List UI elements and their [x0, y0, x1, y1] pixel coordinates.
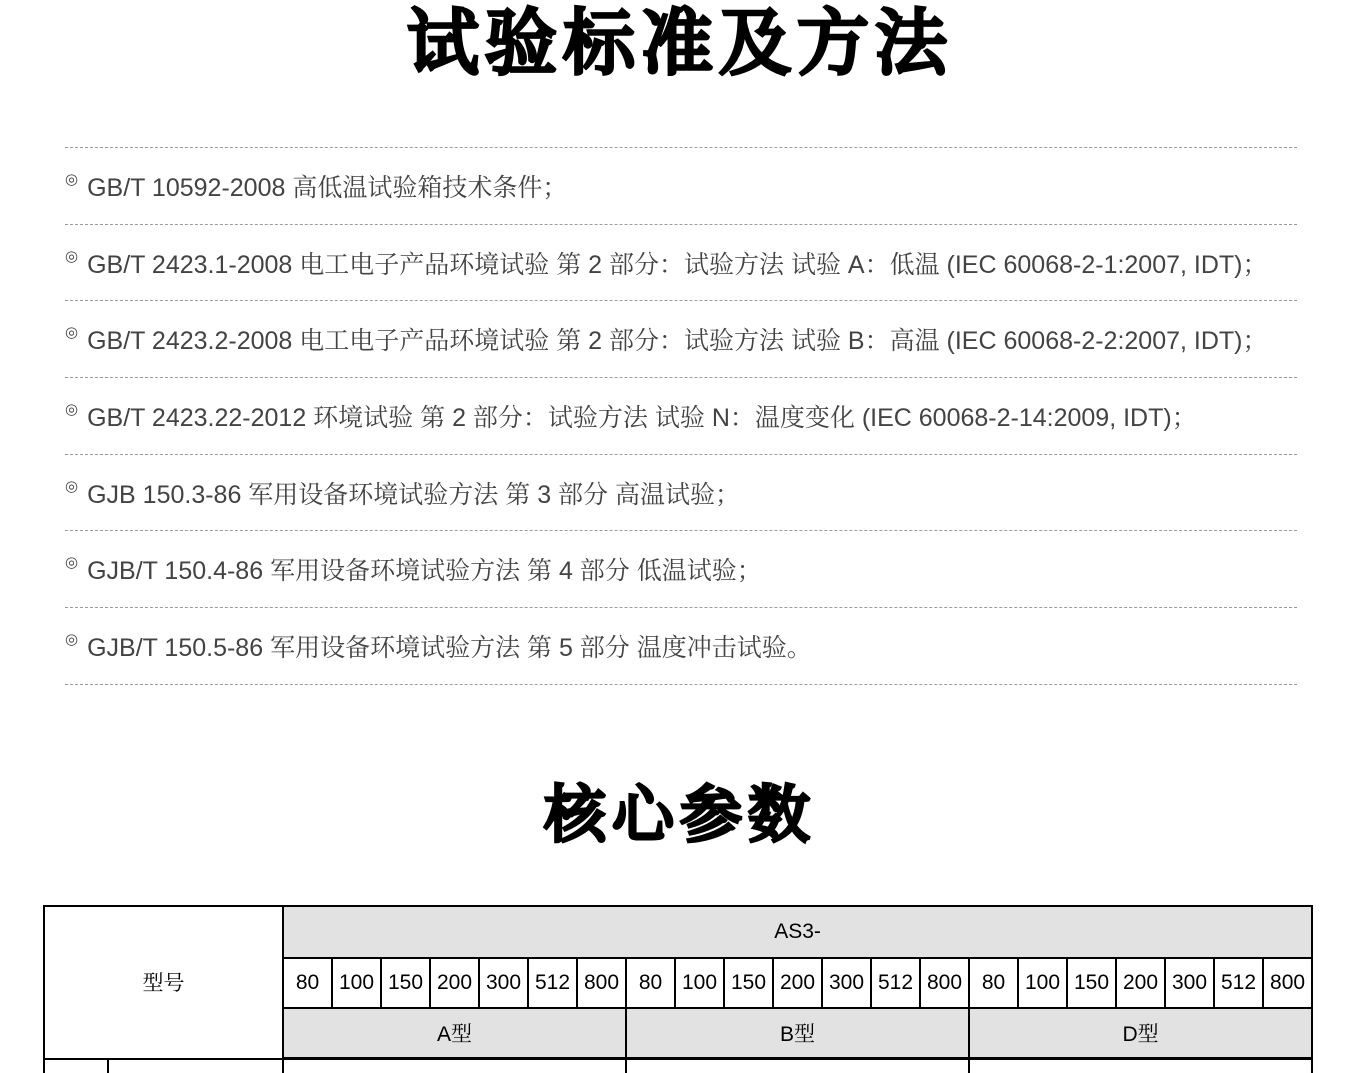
- size-cell: 200: [1116, 958, 1165, 1008]
- size-cell: 300: [479, 958, 528, 1008]
- type-header-cell: B型: [626, 1008, 969, 1059]
- ring-bullet-icon: ◎: [65, 400, 79, 418]
- ring-bullet-icon: ◎: [65, 477, 79, 495]
- size-cell: 300: [822, 958, 871, 1008]
- size-cell: 800: [1263, 958, 1312, 1008]
- size-cell: 150: [724, 958, 773, 1008]
- size-cell: 300: [1165, 958, 1214, 1008]
- standard-item-text: GB/T 2423.1-2008 电工电子产品环境试验 第 2 部分：试验方法 试验 A：低温 (IEC 60068-2-1:2007, IDT)；: [87, 250, 1268, 279]
- standard-item-text: GJB/T 150.5-86 军用设备环境试验方法 第 5 部分 温度冲击试验。: [87, 633, 812, 662]
- core-params-table: [43, 905, 1313, 1073]
- standard-item: [65, 377, 1297, 454]
- size-cell: 200: [430, 958, 479, 1008]
- ring-bullet-icon: ◎: [65, 247, 79, 265]
- model-header-cell: 型号: [44, 906, 283, 1059]
- type-header-cell: A型: [283, 1008, 626, 1059]
- series-header-cell: AS3-: [283, 906, 1312, 958]
- standard-item-text: GB/T 10592-2008 高低温试验箱技术条件；: [87, 173, 568, 202]
- standard-item: [65, 147, 1297, 224]
- standard-item-text: GJB 150.3-86 军用设备环境试验方法 第 3 部分 高温试验；: [87, 480, 740, 509]
- size-cell: 200: [773, 958, 822, 1008]
- standard-item-text: GB/T 2423.22-2012 环境试验 第 2 部分：试验方法 试验 N：温度变化 (IEC 60068-2-14:2009, IDT)；: [87, 403, 1197, 432]
- size-cell: 80: [969, 958, 1018, 1008]
- standard-item-text: GB/T 2423.2-2008 电工电子产品环境试验 第 2 部分：试验方法 试验 B：高温 (IEC 60068-2-2:2007, IDT)；: [87, 327, 1268, 356]
- standard-item-text: GJB/T 150.4-86 军用设备环境试验方法 第 4 部分 低温试验；: [87, 557, 762, 586]
- standard-item: [65, 224, 1297, 301]
- size-cell: 512: [528, 958, 577, 1008]
- standards-list: [65, 147, 1297, 685]
- size-cell: 800: [920, 958, 969, 1008]
- size-cell: 150: [1067, 958, 1116, 1008]
- standard-item: [65, 607, 1297, 684]
- size-cell: 512: [1214, 958, 1263, 1008]
- standard-item: [65, 454, 1297, 531]
- size-cell: 150: [381, 958, 430, 1008]
- size-cell: 100: [675, 958, 724, 1008]
- standards-section-title: 试验标准及方法: [406, 4, 953, 84]
- type-header-cell: D型: [969, 1008, 1312, 1059]
- table-cell-empty: [44, 1059, 108, 1073]
- table-cell-empty: [108, 1059, 283, 1073]
- size-cell: 512: [871, 958, 920, 1008]
- standard-item: [65, 530, 1297, 607]
- size-cell: 80: [626, 958, 675, 1008]
- size-cell: 100: [332, 958, 381, 1008]
- size-cell: 80: [283, 958, 332, 1008]
- size-cell: 800: [577, 958, 626, 1008]
- ring-bullet-icon: ◎: [65, 170, 79, 188]
- table-cell-empty: [626, 1059, 969, 1073]
- ring-bullet-icon: ◎: [65, 630, 79, 648]
- size-cell: 100: [1018, 958, 1067, 1008]
- params-section-title: 核心参数: [543, 781, 816, 850]
- ring-bullet-icon: ◎: [65, 324, 79, 342]
- table-cell-empty: [969, 1059, 1312, 1073]
- standard-item: [65, 300, 1297, 377]
- ring-bullet-icon: ◎: [65, 554, 79, 572]
- table-cell-empty: [283, 1059, 626, 1073]
